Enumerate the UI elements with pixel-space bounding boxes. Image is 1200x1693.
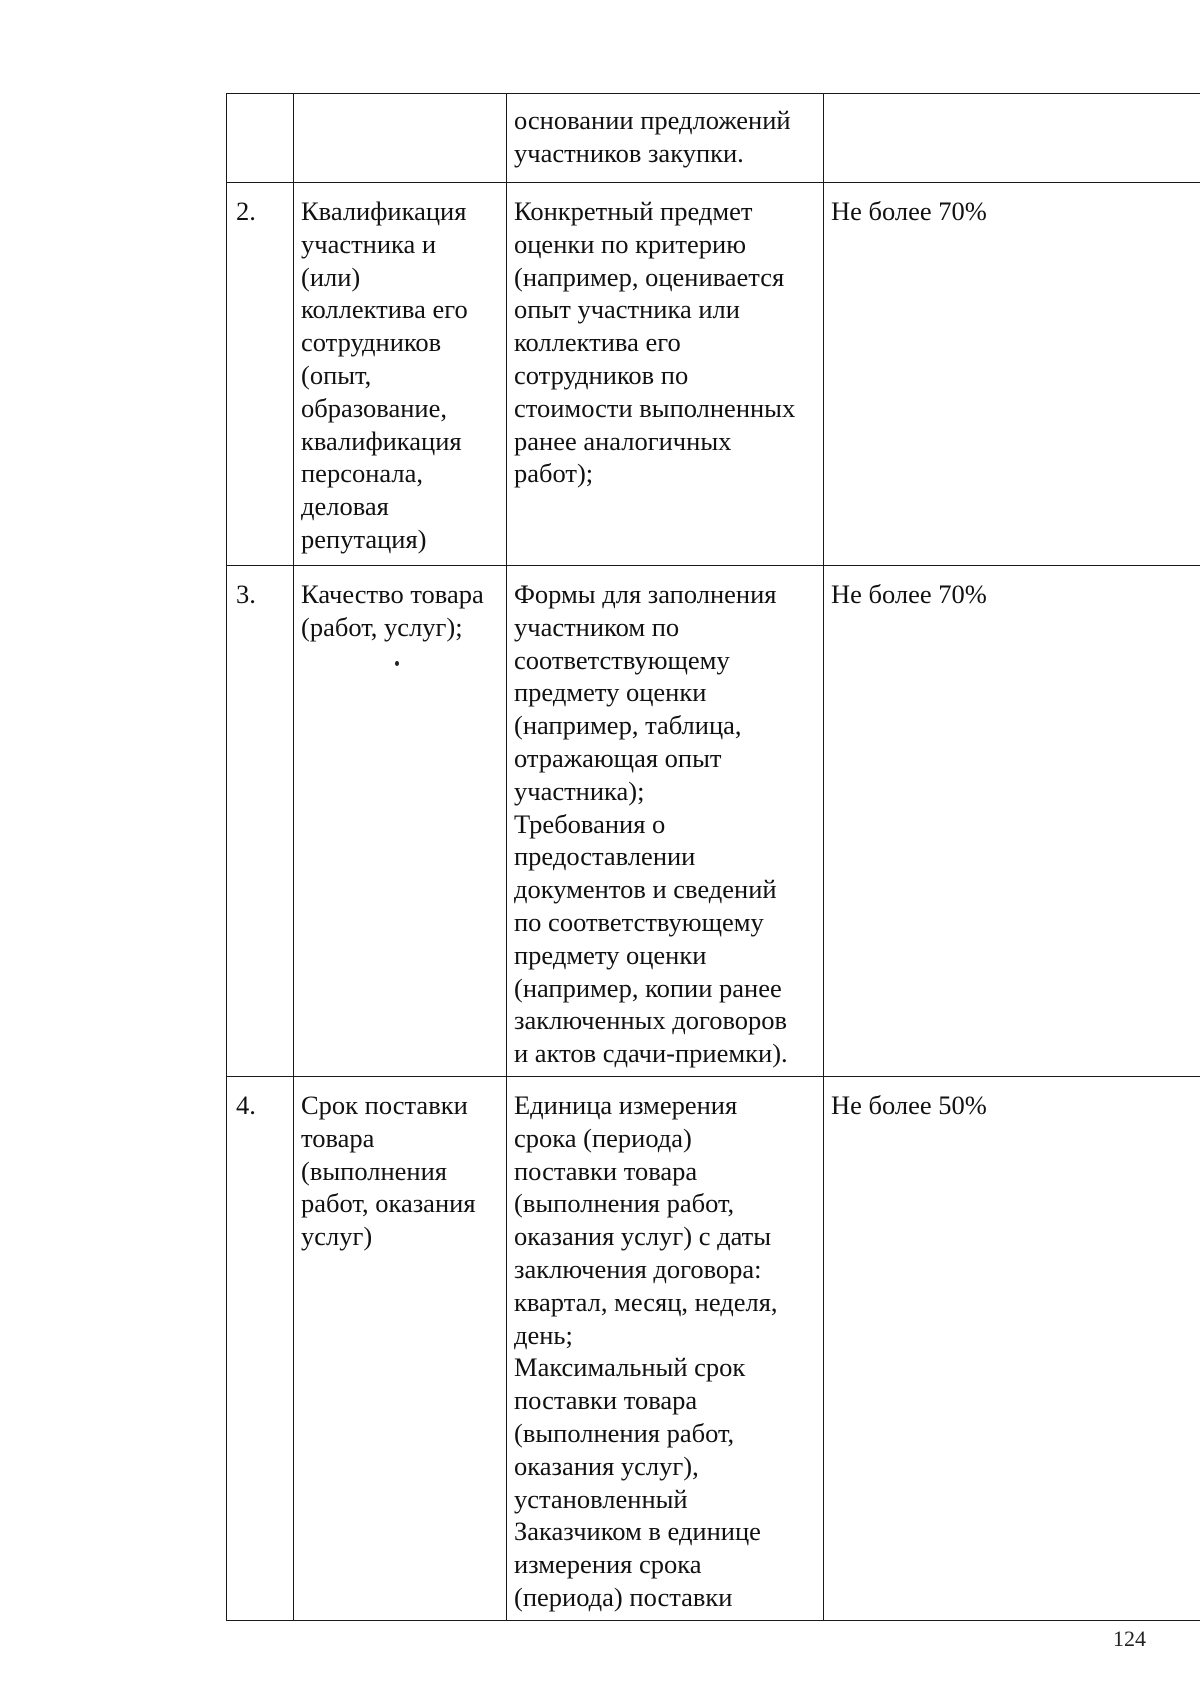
criterion-line: Квалификация [301, 196, 467, 226]
weight-cell: Не более 50% [824, 1077, 1200, 1621]
subject-line: Конкретный предмет [514, 196, 753, 226]
subject-cell [507, 94, 824, 183]
criterion-cell [294, 566, 507, 1077]
subject-line: документов и сведений [514, 874, 777, 905]
subject-line: поставки товара [514, 1385, 698, 1416]
subject-line: (например, копии ранее [514, 972, 782, 1003]
criterion-cell [294, 1077, 507, 1621]
table-row [227, 94, 1200, 183]
subject-line: сотрудников по [514, 359, 689, 390]
row-number-cell: 4. [227, 1077, 294, 1621]
subject-line: Единица измерения [514, 1090, 738, 1120]
subject-line: поставки товара [514, 1155, 698, 1186]
subject-line: заключения договора: [514, 1253, 762, 1284]
page-number: 124 [1113, 1626, 1146, 1651]
table-row [227, 566, 1200, 1077]
subject-line: по соответствующему [514, 906, 764, 937]
subject-line: Требования о [514, 808, 666, 839]
subject-line: день; [514, 1319, 573, 1350]
criterion-line: образование, [301, 392, 447, 423]
subject-line: предмету оценки [514, 939, 707, 970]
subject-line: заключенных договоров [514, 1005, 788, 1036]
subject-line: измерения срока [514, 1549, 702, 1580]
row-number-cell [227, 94, 294, 183]
criterion-line: (выполнения [301, 1155, 447, 1186]
subject-line: квартал, месяц, неделя, [514, 1286, 778, 1317]
criterion-line: квалификация [301, 425, 462, 456]
subject-line: предоставлении [514, 841, 696, 872]
criterion-line: услуг) [301, 1221, 373, 1252]
table-row [227, 1077, 1200, 1621]
criterion-cell [294, 183, 507, 566]
subject-line: стоимости выполненных [514, 392, 796, 423]
criterion-line: (или) [301, 261, 361, 292]
subject-line: (выполнения работ, [514, 1417, 735, 1448]
subject-line: (выполнения работ, [514, 1188, 735, 1219]
criterion-cell [294, 94, 507, 183]
criterion-line: персонала, [301, 458, 423, 489]
subject-line: (например, таблица, [514, 710, 742, 741]
subject-line: отражающая опыт [514, 742, 722, 773]
subject-line: участником по [514, 611, 680, 642]
criterion-line: сотрудников [301, 327, 442, 358]
subject-line: оказания услуг) с даты [514, 1221, 772, 1252]
weight-cell: Не более 70% [824, 183, 1200, 566]
subject-line: участника); [514, 775, 645, 806]
scan-speck [395, 661, 399, 666]
criterion-line: участника и [301, 228, 437, 259]
subject-line: участников закупки. [514, 137, 744, 168]
weight-cell [824, 94, 1200, 183]
subject-line: Максимальный срок [514, 1352, 746, 1383]
subject-cell [507, 1077, 824, 1621]
subject-line: основании предложений [514, 105, 791, 135]
criterion-line: репутация) [301, 523, 427, 554]
subject-line: оценки по критерию [514, 228, 746, 259]
subject-line: (периода) поставки [514, 1581, 733, 1612]
subject-line: оказания услуг), [514, 1450, 699, 1481]
table-row [227, 183, 1200, 566]
criterion-line: (опыт, [301, 359, 372, 390]
subject-line: коллектива его [514, 327, 681, 358]
weight-cell: Не более 70% [824, 566, 1200, 1077]
subject-line: предмету оценки [514, 677, 707, 708]
subject-line: ранее аналогичных [514, 425, 732, 456]
subject-cell [507, 183, 824, 566]
criterion-line: работ, оказания [301, 1188, 476, 1219]
row-number-cell: 3. [227, 566, 294, 1077]
criterion-line: товара [301, 1122, 375, 1153]
criterion-line: (работ, услуг); [301, 611, 463, 642]
subject-line: Формы для заполнения [514, 579, 777, 609]
subject-line: работ); [514, 458, 594, 489]
subject-line: Заказчиком в единице [514, 1516, 761, 1547]
subject-line: (например, оценивается [514, 261, 785, 292]
criterion-line: Срок поставки [301, 1090, 468, 1120]
row-number-cell: 2. [227, 183, 294, 566]
criterion-line: Качество товара [301, 579, 484, 609]
criterion-line: коллектива его [301, 294, 468, 325]
subject-line: и актов сдачи-приемки). [514, 1038, 788, 1069]
subject-line: опыт участника или [514, 294, 740, 325]
subject-cell [507, 566, 824, 1077]
subject-line: соответствующему [514, 644, 730, 675]
subject-line: срока (периода) [514, 1122, 692, 1153]
subject-line: установленный [514, 1483, 688, 1514]
criterion-line: деловая [301, 491, 389, 522]
criteria-table [226, 93, 1200, 1621]
